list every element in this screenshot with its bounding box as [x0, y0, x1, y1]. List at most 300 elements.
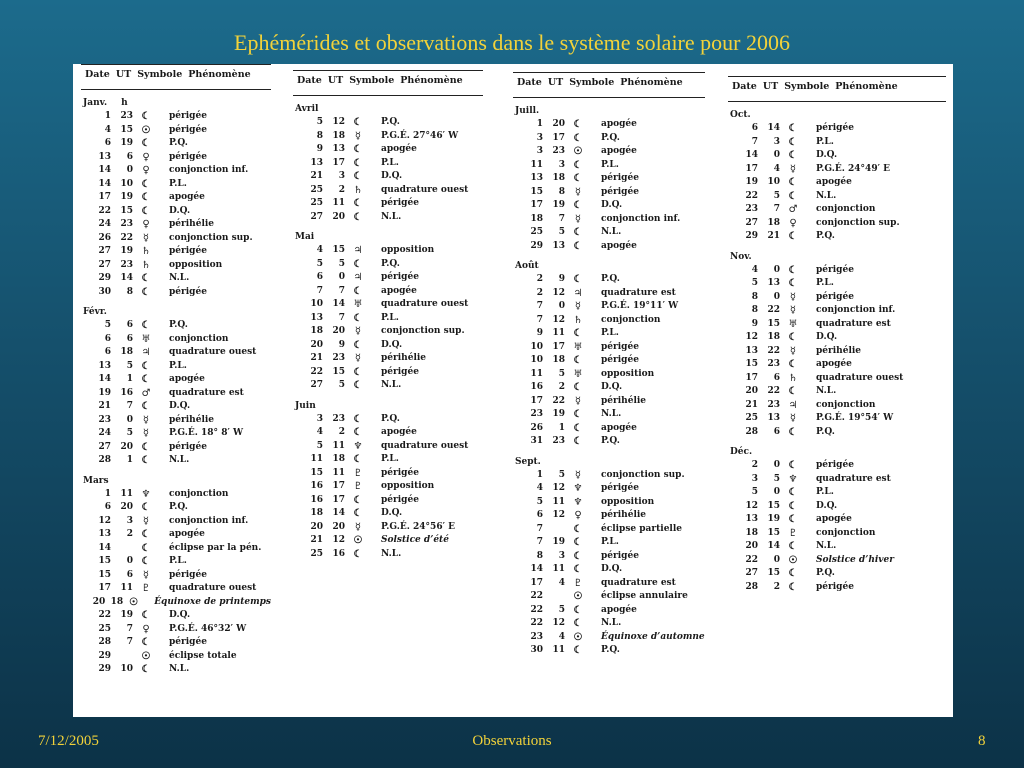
day-cell: 12 [98, 515, 111, 526]
symbol-cell: ♃ [788, 399, 798, 411]
day-cell: 29 [745, 231, 758, 241]
month-heading [728, 250, 946, 264]
hour-cell: 0 [558, 301, 565, 311]
day-cell: 2 [536, 287, 543, 298]
header-symbole: Symbole [137, 69, 183, 80]
header-date: Date [517, 77, 542, 88]
ephemeris-row [81, 528, 271, 542]
phenomenon-cell: opposition [169, 259, 223, 270]
symbol-cell: ☿ [574, 213, 582, 225]
phenomenon-cell: conjonction inf. [816, 305, 896, 315]
ephemeris-row [513, 213, 705, 227]
hour-cell: 2 [126, 529, 133, 539]
day-cell: 28 [98, 455, 111, 465]
ephemeris-row [81, 387, 271, 401]
phenomenon-cell: conjonction [816, 204, 876, 214]
hour-cell: 20 [120, 502, 133, 512]
ephemeris-row [513, 523, 705, 537]
phenomenon-cell: D.Q. [601, 200, 623, 210]
ephemeris-row [513, 341, 705, 355]
ephemeris-row [513, 199, 705, 213]
phenomenon-cell: P.L. [601, 328, 619, 338]
symbol-cell: ☾ [353, 157, 363, 169]
header-symbole: Symbole [569, 77, 615, 88]
phenomenon-cell: P.Q. [601, 436, 620, 446]
ephemeris-row [81, 636, 271, 650]
phenomenon-cell: périhélie [816, 345, 862, 356]
symbol-cell: ☾ [573, 645, 583, 656]
ephemeris-row [728, 426, 946, 440]
symbol-cell: ☾ [573, 604, 583, 616]
day-cell: 7 [751, 136, 758, 147]
phenomenon-cell: P.G.É. 27°46′ W [381, 130, 459, 141]
phenomenon-cell: P.Q. [381, 117, 400, 127]
phenomenon-cell: apogée [601, 240, 637, 251]
day-cell: 13 [98, 151, 111, 162]
phenomenon-cell: N.L. [169, 664, 190, 674]
ephemeris-column [513, 72, 705, 658]
header-date: Date [732, 81, 757, 92]
day-cell: 26 [98, 232, 111, 243]
day-cell: 25 [310, 548, 323, 559]
hour-cell: 23 [332, 413, 345, 424]
symbol-cell: ☾ [141, 374, 151, 385]
phenomenon-cell: quadrature ouest [169, 583, 257, 593]
day-cell: 13 [745, 345, 758, 356]
phenomenon-cell: P.L. [381, 454, 399, 464]
symbol-cell: ☾ [573, 132, 583, 144]
day-cell: 6 [104, 347, 111, 357]
hour-cell: 10 [767, 177, 780, 187]
symbol-cell: ☾ [788, 190, 798, 202]
symbol-cell: ☿ [142, 232, 150, 244]
symbol-cell: ☾ [353, 285, 363, 297]
footer-date: 7/12/2005 [38, 733, 99, 749]
ephemeris-row [81, 488, 271, 502]
phenomenon-cell: P.L. [381, 157, 399, 168]
phenomenon-cell: périgée [816, 291, 854, 302]
hour-cell: 23 [332, 353, 345, 363]
column-header [81, 64, 271, 90]
day-cell: 23 [530, 409, 543, 419]
day-cell: 23 [745, 204, 758, 214]
hour-cell: 0 [126, 165, 133, 175]
hour-cell: 11 [552, 328, 565, 338]
day-cell: 20 [310, 339, 323, 350]
symbol-cell: ♄ [141, 246, 151, 257]
ephemeris-row [81, 515, 271, 529]
day-cell: 4 [104, 124, 111, 135]
hour-cell: 0 [773, 291, 780, 302]
hour-cell: 12 [552, 618, 565, 628]
ephemeris-row [513, 482, 705, 496]
day-cell: 13 [98, 360, 111, 371]
hour-cell: 0 [773, 264, 780, 275]
phenomenon-cell: D.Q. [816, 332, 838, 342]
hour-cell: 23 [120, 111, 133, 121]
ephemeris-row [293, 453, 483, 467]
ephemeris-row [81, 542, 271, 556]
phenomenon-cell: P.L. [169, 178, 187, 189]
day-cell: 1 [536, 119, 543, 129]
day-cell: 22 [530, 618, 543, 628]
header-date: Date [297, 75, 322, 86]
month-label: Juin [295, 400, 316, 411]
ephemeris-row [81, 164, 271, 178]
day-cell: 17 [98, 192, 111, 202]
ephemeris-row [728, 459, 946, 473]
ephemeris-row [81, 569, 271, 583]
hour-cell: 18 [110, 596, 124, 607]
day-cell: 28 [745, 426, 758, 437]
phenomenon-cell: P.Q. [169, 502, 188, 512]
hour-cell: 4 [558, 631, 565, 642]
hour-cell: 15 [120, 124, 133, 135]
hour-cell: 15 [767, 500, 780, 511]
day-cell: 18 [310, 508, 323, 518]
month-label: Janv. [83, 98, 108, 108]
phenomenon-cell: périgée [601, 355, 639, 365]
symbol-cell: ☾ [788, 123, 798, 134]
day-cell: 10 [310, 299, 323, 309]
symbol-cell: ☿ [354, 521, 362, 533]
ephemeris-row [728, 513, 946, 527]
day-cell: 29 [98, 650, 111, 661]
hour-cell: 12 [552, 483, 565, 493]
phenomenon-cell: N.L. [816, 190, 837, 201]
ephemeris-row [513, 604, 705, 618]
hour-cell: 6 [773, 372, 780, 383]
symbol-cell: ☾ [141, 502, 151, 513]
hour-cell: 19 [552, 409, 565, 419]
ephemeris-row [513, 536, 705, 550]
symbol-cell: ☾ [141, 401, 151, 412]
symbol-cell: ♄ [788, 372, 798, 384]
header-date: Date [85, 69, 110, 80]
phenomenon-cell: éclipse par la pén. [169, 542, 262, 553]
day-cell: 9 [751, 318, 758, 329]
day-cell: 27 [98, 441, 111, 452]
hour-cell: 13 [767, 278, 780, 288]
phenomenon-cell: périgée [816, 264, 854, 275]
day-cell: 25 [310, 198, 323, 208]
symbol-cell: ☾ [788, 177, 798, 188]
phenomenon-cell: périgée [169, 637, 207, 647]
month-heading [81, 305, 271, 319]
hour-cell: 17 [332, 481, 345, 491]
symbol-cell: ☿ [142, 428, 150, 439]
symbol-cell: ♀ [789, 217, 797, 229]
symbol-cell: ☾ [788, 264, 798, 276]
hour-cell: 20 [120, 441, 133, 452]
day-cell: 2 [751, 460, 758, 470]
hour-cell: 5 [126, 428, 133, 438]
phenomenon-cell: conjonction [169, 333, 229, 344]
hour-cell: 16 [332, 548, 345, 559]
ephemeris-row [728, 399, 946, 413]
hour-cell: 4 [558, 577, 565, 588]
ephemeris-row [293, 258, 483, 272]
day-cell: 5 [316, 258, 323, 269]
hour-cell: 22 [767, 305, 780, 315]
hour-cell: 12 [332, 117, 345, 127]
day-cell: 22 [745, 190, 758, 201]
hour-cell: 19 [552, 200, 565, 210]
header-symbole: Symbole [784, 81, 830, 92]
phenomenon-cell: opposition [381, 245, 435, 255]
ephemeris-table-panel [73, 64, 953, 717]
ephemeris-row [293, 548, 483, 562]
phenomenon-cell: périhélie [169, 219, 215, 229]
phenomenon-cell: P.G.É. 19°54′ W [816, 413, 894, 423]
ephemeris-row [728, 264, 946, 278]
symbol-cell: ☿ [574, 186, 582, 198]
symbol-cell: ♇ [141, 583, 151, 594]
symbol-cell: ♄ [353, 184, 363, 196]
phenomenon-cell: P.Q. [816, 426, 835, 437]
phenomenon-cell: apogée [601, 604, 637, 615]
day-cell: 11 [530, 368, 543, 379]
day-cell: 24 [98, 219, 111, 229]
symbol-cell: ☾ [788, 136, 798, 148]
phenomenon-cell: D.Q. [169, 205, 191, 216]
phenomenon-cell: D.Q. [601, 382, 623, 392]
header-ut: UT [547, 77, 564, 88]
phenomenon-cell: périhélie [601, 395, 647, 406]
ephemeris-row [513, 300, 705, 314]
phenomenon-cell: N.L. [169, 455, 190, 465]
header-phenomene: Phénomène [620, 77, 683, 88]
hour-cell: 11 [120, 583, 133, 593]
symbol-cell: ☾ [141, 529, 151, 540]
day-cell: 26 [530, 422, 543, 433]
ephemeris-row [293, 130, 483, 144]
symbol-cell: ☾ [573, 355, 583, 366]
hour-cell: 22 [767, 345, 780, 356]
hour-cell: 13 [767, 413, 780, 423]
symbol-cell: ☾ [573, 382, 583, 393]
symbol-cell: ☾ [141, 273, 151, 284]
hour-cell: 0 [773, 554, 780, 565]
ephemeris-row [513, 368, 705, 382]
phenomenon-cell: périgée [381, 494, 419, 505]
phenomenon-cell: P.L. [169, 360, 187, 371]
phenomenon-cell: Solstice d’été [381, 535, 449, 545]
ephemeris-row [293, 170, 483, 184]
day-cell: 19 [98, 387, 111, 398]
ephemeris-row [293, 312, 483, 326]
symbol-cell: ☿ [142, 414, 150, 426]
symbol-cell: ☾ [353, 380, 363, 391]
month-label: Oct. [730, 110, 751, 120]
phenomenon-cell: N.L. [169, 273, 190, 283]
day-cell: 7 [536, 523, 543, 534]
phenomenon-cell: éclipse annulaire [601, 591, 688, 601]
header-ut: UT [115, 69, 132, 80]
day-cell: 4 [751, 264, 758, 275]
symbol-cell: ♆ [573, 483, 583, 494]
hour-cell: 15 [767, 527, 780, 538]
phenomenon-cell: périhélie [381, 353, 427, 363]
phenomenon-cell: Équinoxe d’automne [601, 631, 705, 642]
ephemeris-row [513, 422, 705, 436]
hour-cell: 11 [552, 645, 565, 655]
month-heading [293, 230, 483, 244]
phenomenon-cell: P.Q. [601, 274, 620, 284]
phenomenon-cell: conjonction [816, 399, 876, 410]
ephemeris-row [81, 191, 271, 205]
column-header [293, 70, 483, 96]
hour-cell: 18 [120, 347, 133, 357]
day-cell: 14 [98, 165, 111, 175]
ephemeris-row [293, 197, 483, 211]
hour-cell: 14 [120, 273, 133, 283]
symbol-cell: ☾ [141, 441, 151, 453]
day-cell: 6 [536, 510, 543, 520]
ephemeris-row [728, 190, 946, 204]
ephemeris-row [513, 145, 705, 159]
symbol-cell: ☾ [788, 278, 798, 289]
symbol-cell: ☿ [789, 163, 797, 175]
day-cell: 4 [536, 483, 543, 493]
symbol-cell: ☾ [573, 436, 583, 447]
ephemeris-row [513, 354, 705, 368]
hour-cell: 1 [126, 374, 133, 384]
symbol-cell: ☿ [789, 345, 797, 357]
phenomenon-cell: quadrature est [816, 473, 891, 484]
day-cell: 21 [310, 353, 323, 363]
phenomenon-cell: P.Q. [169, 320, 188, 330]
phenomenon-cell: D.Q. [169, 610, 191, 620]
phenomenon-cell: P.Q. [601, 645, 620, 655]
phenomenon-cell: D.Q. [381, 171, 403, 181]
ephemeris-row [728, 372, 946, 386]
symbol-cell: ♅ [573, 368, 583, 380]
phenomenon-cell: périgée [169, 111, 207, 121]
day-cell: 6 [104, 138, 111, 148]
phenomenon-cell: P.G.É. 19°11′ W [601, 301, 679, 311]
day-cell: 6 [104, 502, 111, 512]
ephemeris-row [728, 304, 946, 318]
day-cell: 13 [98, 529, 111, 539]
day-cell: 22 [745, 554, 758, 565]
day-cell: 15 [745, 359, 758, 369]
phenomenon-cell: quadrature ouest [381, 299, 469, 309]
symbol-cell: ☿ [789, 291, 797, 303]
hour-cell: 0 [126, 556, 133, 566]
symbol-cell: ☾ [141, 610, 151, 621]
header-phenomene: Phénomène [188, 69, 251, 80]
day-cell: 14 [98, 178, 111, 189]
ephemeris-row [293, 480, 483, 494]
hour-cell: 9 [338, 339, 345, 350]
symbol-cell: ♃ [353, 272, 363, 283]
phenomenon-cell: périgée [601, 173, 639, 183]
month-label: Sept. [515, 456, 541, 467]
symbol-cell: ☿ [142, 569, 150, 581]
hour-cell: 1 [558, 422, 565, 433]
phenomenon-cell: D.Q. [381, 339, 403, 350]
phenomenon-cell: opposition [381, 481, 435, 491]
phenomenon-cell: P.Q. [381, 258, 400, 269]
symbol-cell: ☾ [353, 211, 363, 223]
ephemeris-row [728, 412, 946, 426]
phenomenon-cell: P.L. [381, 312, 399, 323]
hour-cell: 11 [552, 496, 565, 507]
hour-cell: 0 [773, 150, 780, 160]
phenomenon-cell: N.L. [381, 211, 402, 222]
symbol-cell: ☾ [141, 111, 151, 122]
symbol-cell: ☉ [141, 124, 151, 136]
ephemeris-row [728, 291, 946, 305]
day-cell: 15 [530, 186, 543, 197]
symbol-cell: ☾ [573, 537, 583, 548]
phenomenon-cell: P.L. [601, 159, 619, 170]
ephemeris-row [293, 413, 483, 427]
symbol-cell: ☉ [129, 596, 139, 608]
symbol-cell: ☾ [788, 231, 798, 242]
phenomenon-cell: P.G.É. 46°32′ W [169, 623, 247, 634]
ephemeris-row [81, 245, 271, 259]
phenomenon-cell: apogée [816, 514, 852, 524]
day-cell: 7 [536, 314, 543, 325]
ephemeris-row [293, 116, 483, 130]
hour-cell: 20 [332, 326, 345, 336]
symbol-cell: ♆ [788, 473, 798, 485]
symbol-cell: ☿ [354, 326, 362, 337]
symbol-cell: ☾ [141, 664, 151, 675]
day-cell: 20 [92, 596, 106, 607]
symbol-cell: ☾ [573, 200, 583, 211]
ephemeris-row [728, 567, 946, 581]
symbol-cell: ☾ [788, 514, 798, 525]
hour-cell: 3 [773, 136, 780, 147]
ephemeris-column [728, 76, 946, 594]
ephemeris-row [728, 217, 946, 231]
symbol-cell: ☾ [573, 173, 583, 184]
day-cell: 12 [745, 332, 758, 342]
hour-cell: 11 [120, 488, 133, 499]
symbol-cell: ♃ [353, 245, 363, 256]
symbol-cell: ☿ [142, 515, 150, 527]
symbol-cell: ☾ [353, 258, 363, 270]
hour-cell: 5 [558, 227, 565, 237]
hour-cell: 7 [558, 213, 565, 224]
day-cell: 3 [536, 146, 543, 156]
ephemeris-row [513, 563, 705, 577]
phenomenon-cell: éclipse partielle [601, 523, 682, 534]
day-cell: 11 [310, 454, 323, 464]
day-cell: 14 [98, 542, 111, 553]
phenomenon-cell: périgée [601, 550, 639, 561]
ephemeris-row [293, 211, 483, 225]
day-cell: 22 [98, 205, 111, 216]
day-cell: 18 [530, 213, 543, 224]
symbol-cell: ☾ [573, 523, 583, 535]
phenomenon-cell: quadrature est [816, 318, 891, 329]
ephemeris-row [728, 473, 946, 487]
phenomenon-cell: éclipse totale [169, 650, 237, 661]
day-cell: 17 [530, 200, 543, 210]
day-cell: 13 [745, 514, 758, 524]
symbol-cell: ☾ [353, 494, 363, 506]
symbol-cell: ☾ [141, 178, 151, 190]
hour-cell: 13 [332, 144, 345, 154]
ephemeris-row [513, 159, 705, 173]
hour-cell: 12 [552, 287, 565, 298]
phenomenon-cell: apogée [169, 192, 205, 202]
phenomenon-cell: Équinoxe de printemps [154, 596, 271, 607]
